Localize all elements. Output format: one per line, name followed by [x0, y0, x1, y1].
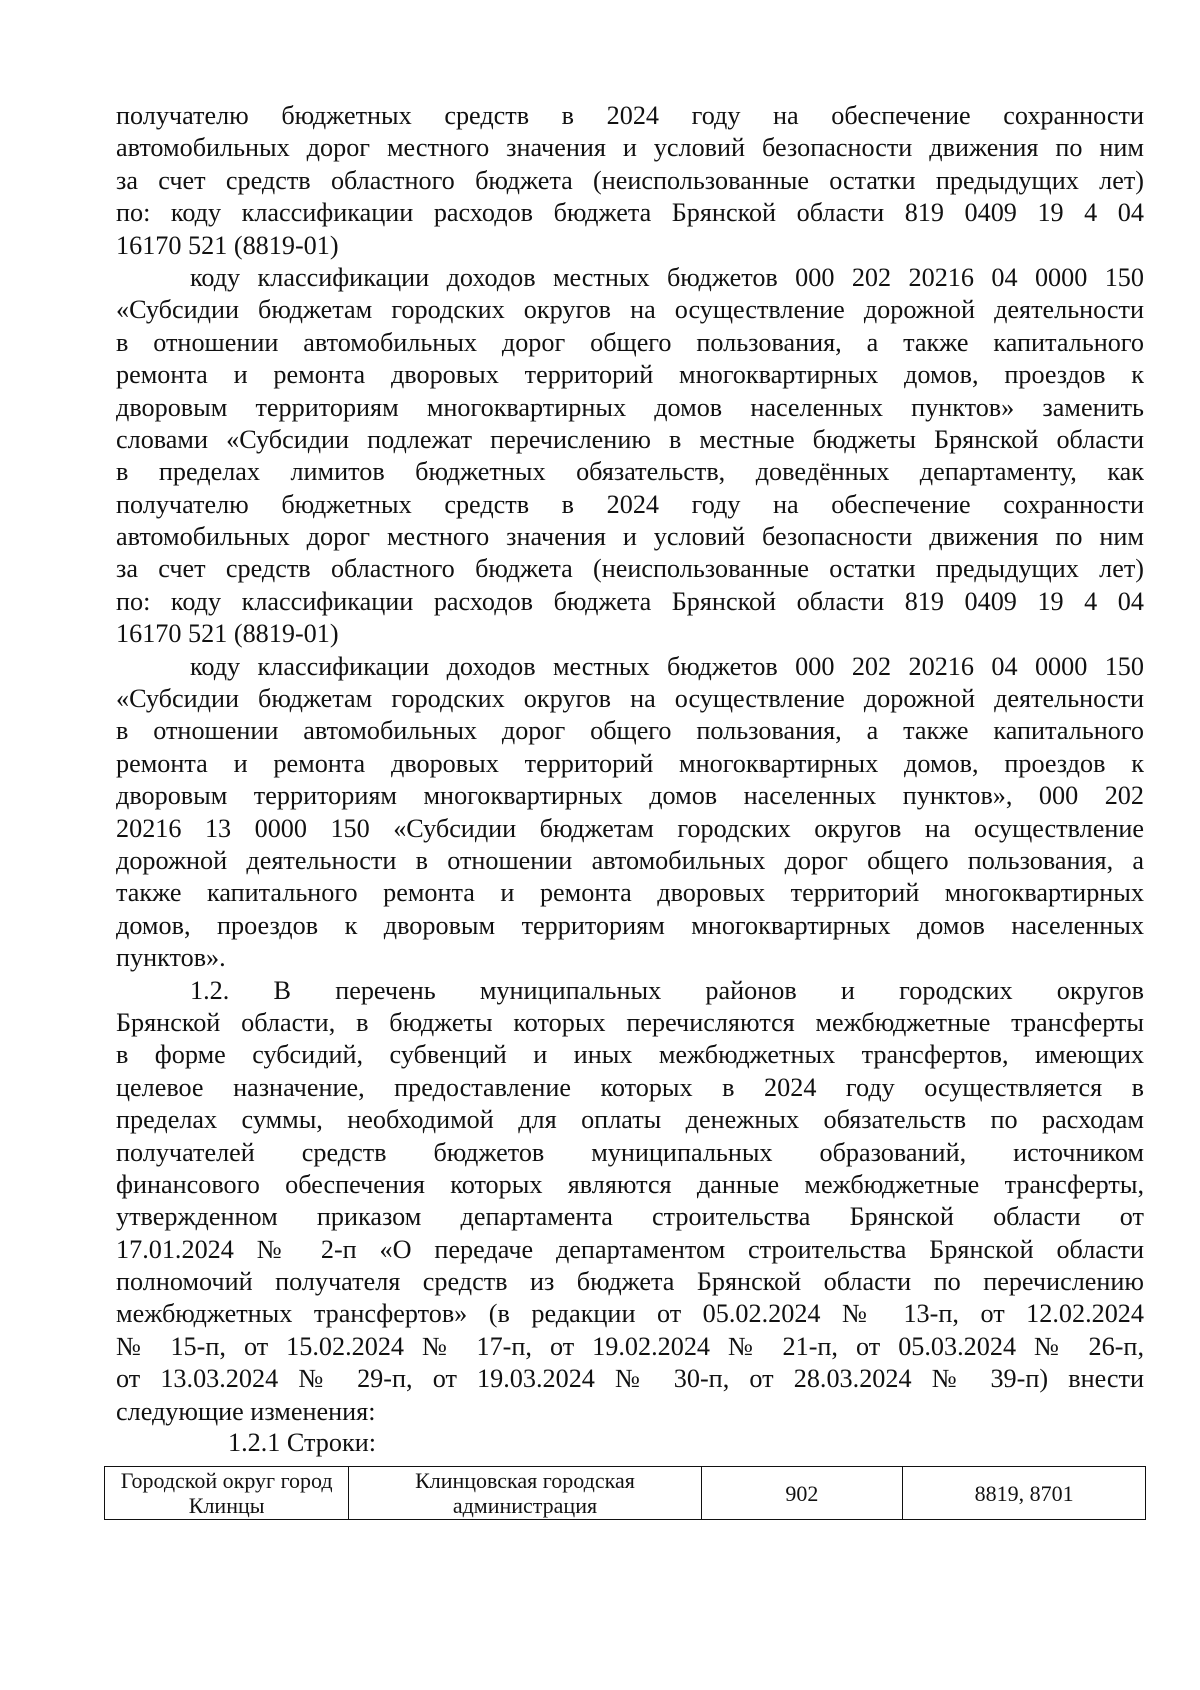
- text-line: дворовым территориям многоквартирных домов населенных пунктов» заменить: [116, 392, 1144, 422]
- cell-district: Городской округ город Клинцы: [105, 1467, 349, 1520]
- text-line: № 15-п, от 15.02.2024 № 17-п, от 19.02.2024 № 21-п, от 05.03.2024 № 26-п,: [116, 1331, 1144, 1361]
- paragraph-1: [116, 100, 1144, 262]
- text-line: пунктов».: [116, 943, 226, 973]
- text-line: за счет средств областного бюджета (неиспользованные остатки предыдущих лет): [116, 554, 1144, 584]
- text-line: в отношении автомобильных дорог общего пользования, а также капитального: [116, 716, 1144, 746]
- text-line: 17.01.2024 № 2-п «О передаче департаментом строительства Брянской области: [116, 1234, 1144, 1264]
- cell-codes: 8819, 8701: [903, 1467, 1146, 1520]
- text-line: следующие изменения:: [116, 1396, 376, 1426]
- text-line: получателю бюджетных средств в 2024 году на обеспечение сохранности: [116, 101, 1144, 130]
- text-line: 16170 521 (8819-01): [116, 230, 339, 260]
- text-line: от 13.03.2024 № 29-п, от 19.03.2024 № 30-п, от 28.03.2024 № 39-п) внести: [116, 1364, 1144, 1394]
- text-line: в форме субсидий, субвенций и иных межбюджетных трансфертов, имеющих: [116, 1040, 1144, 1070]
- text-line: автомобильных дорог местного значения и условий безопасности движения по ним: [116, 133, 1144, 163]
- text-line: финансового обеспечения которых являются данные межбюджетные трансферты,: [116, 1169, 1144, 1199]
- text-line: коду классификации доходов местных бюджетов 000 202 20216 04 0000 150: [190, 651, 1144, 681]
- text-line: 16170 521 (8819-01): [116, 619, 339, 649]
- text-line: в пределах лимитов бюджетных обязательств, доведённых департаменту, как: [116, 457, 1144, 487]
- text-line: домов, проездов к дворовым территориям многоквартирных домов населенных: [116, 910, 1144, 940]
- text-line: ремонта и ремонта дворовых территорий многоквартирных домов, проездов к: [116, 748, 1144, 778]
- paragraph-2: [116, 262, 1144, 651]
- text-line: пределах суммы, необходимой для оплаты денежных обязательств по расходам: [116, 1105, 1144, 1135]
- table-row: [105, 1467, 1146, 1520]
- text-line: по: коду классификации расходов бюджета Брянской области 819 0409 19 4 04: [116, 198, 1144, 228]
- text-line: ремонта и ремонта дворовых территорий многоквартирных домов, проездов к: [116, 360, 1144, 390]
- text-line: 20216 13 0000 150 «Субсидии бюджетам городских округов на осуществление: [116, 813, 1144, 843]
- paragraph-3: [116, 651, 1144, 975]
- text-line: за счет средств областного бюджета (неиспользованные остатки предыдущих лет): [116, 165, 1144, 195]
- text-line: «Субсидии бюджетам городских округов на осуществление дорожной деятельности: [116, 295, 1144, 325]
- rows-table: [104, 1466, 1146, 1520]
- text-line: межбюджетных трансфертов» (в редакции от 05.02.2024 № 13-п, от 12.02.2024: [116, 1299, 1144, 1329]
- text-line: дорожной деятельности в отношении автомобильных дорог общего пользования, а: [116, 845, 1144, 875]
- paragraph-4: [116, 975, 1144, 1428]
- document-page: [116, 100, 1144, 1458]
- text-line: в отношении автомобильных дорог общего пользования, а также капитального: [116, 327, 1144, 357]
- cell-code: 902: [701, 1467, 903, 1520]
- text-line: автомобильных дорог местного значения и условий безопасности движения по ним: [116, 522, 1144, 552]
- text-line: дворовым территориям многоквартирных домов населенных пунктов», 000 202: [116, 781, 1144, 811]
- text-line: получателей средств бюджетов муниципальных образований, источником: [116, 1137, 1144, 1167]
- text-line: получателю бюджетных средств в 2024 году на обеспечение сохранности: [116, 489, 1144, 519]
- text-line: полномочий получателя средств из бюджета Брянской области по перечислению: [116, 1267, 1144, 1297]
- text-line: «Субсидии бюджетам городских округов на осуществление дорожной деятельности: [116, 684, 1144, 714]
- text-line: по: коду классификации расходов бюджета Брянской области 819 0409 19 4 04: [116, 586, 1144, 616]
- text-line: целевое назначение, предоставление которых в 2024 году осуществляется в: [116, 1072, 1144, 1102]
- subheading-rows: 1.2.1 Строки:: [228, 1428, 377, 1458]
- text-line: утвержденном приказом департамента строительства Брянской области от: [116, 1202, 1144, 1232]
- cell-administration: Клинцовская городская администрация: [349, 1467, 701, 1520]
- text-line: коду классификации доходов местных бюджетов 000 202 20216 04 0000 150: [190, 262, 1144, 292]
- text-line: Брянской области, в бюджеты которых перечисляются межбюджетные трансферты: [116, 1007, 1144, 1037]
- text-line: 1.2. В перечень муниципальных районов и городских округов: [190, 975, 1144, 1005]
- text-line: также капитального ремонта и ремонта дворовых территорий многоквартирных: [116, 878, 1144, 908]
- text-line: словами «Субсидии подлежат перечислению в местные бюджеты Брянской области: [116, 424, 1144, 454]
